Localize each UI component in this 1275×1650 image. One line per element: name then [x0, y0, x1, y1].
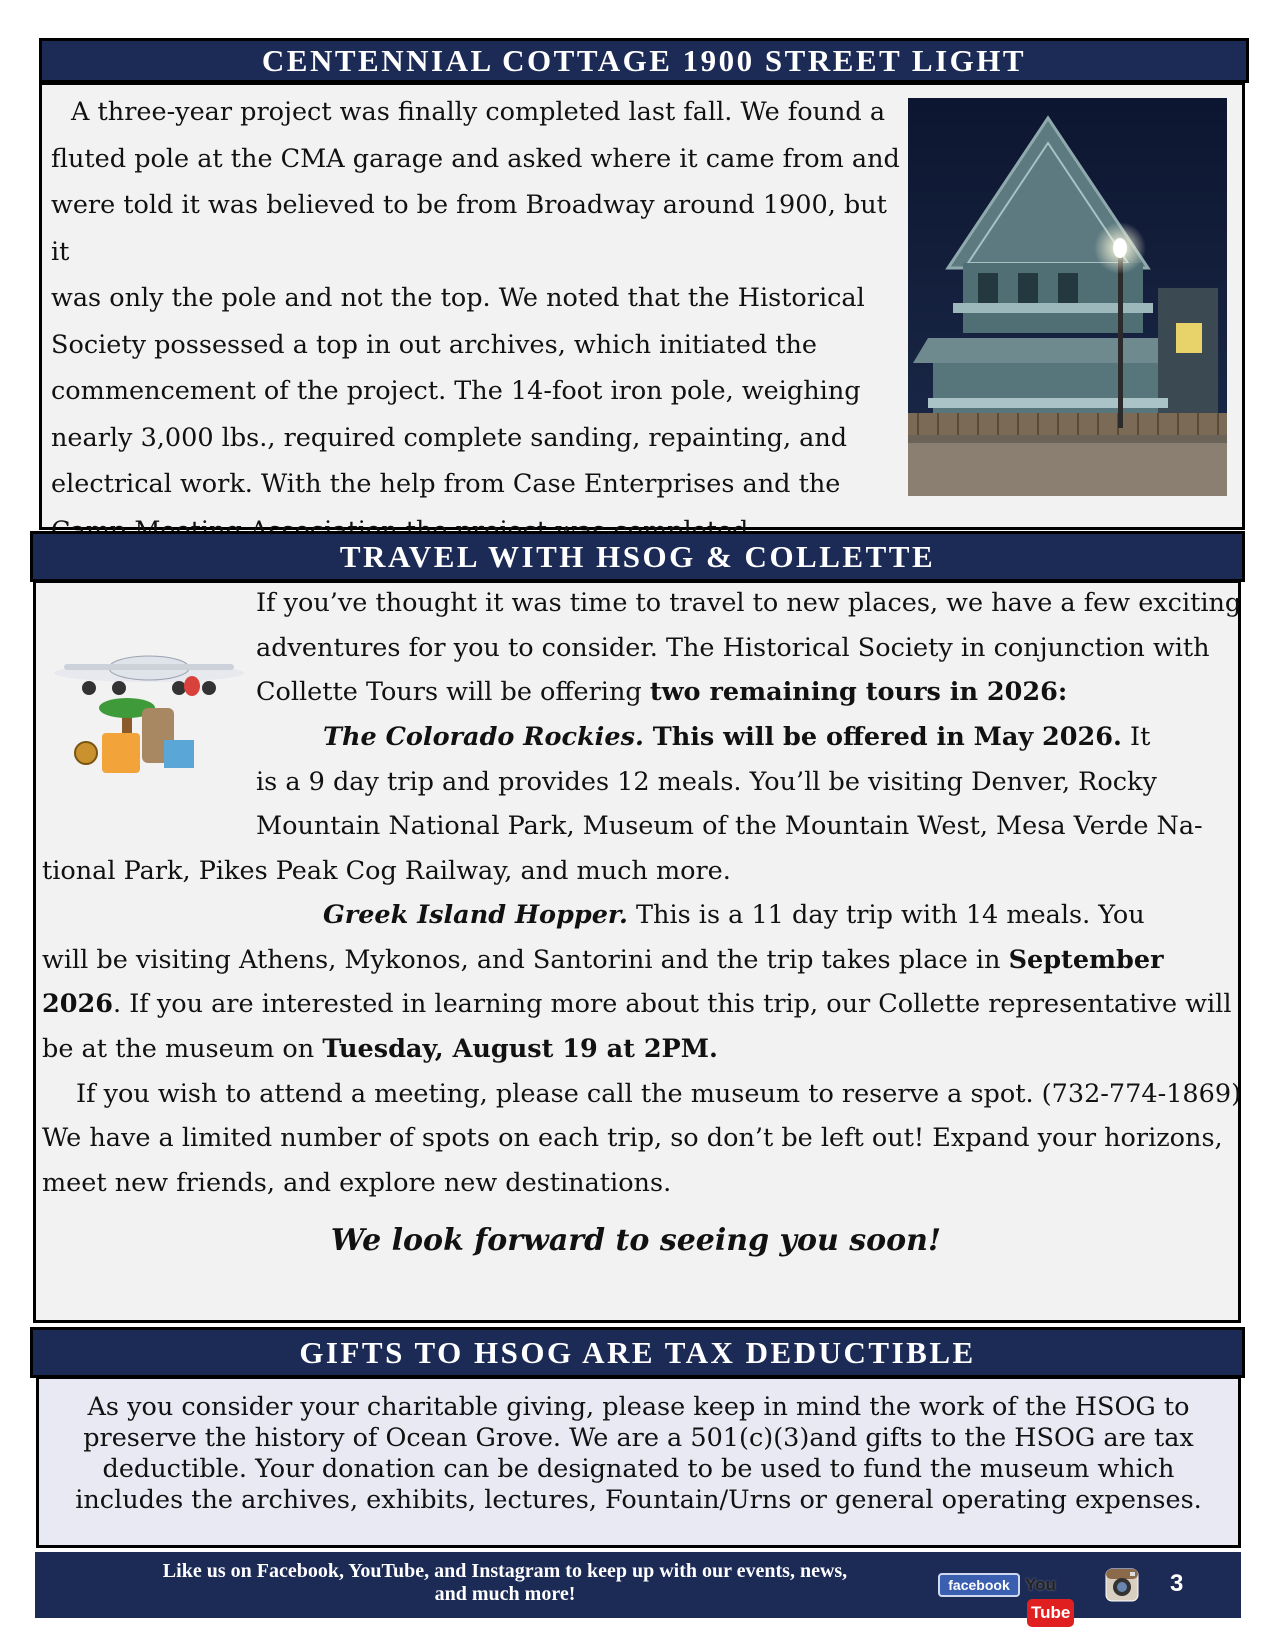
- article-line: [323, 714, 1150, 761]
- social-message-line: and much more!: [434, 1583, 576, 1605]
- street-light-article: [51, 89, 901, 554]
- tour-name-greek: Greek Island Hopper.: [323, 900, 628, 930]
- line-part: be at the museum on: [42, 1034, 323, 1064]
- street-light-panel: [39, 82, 1245, 530]
- facebook-icon[interactable]: [938, 1573, 1020, 1597]
- article-line: was only the pole and not the top. We noted that the Historical: [51, 283, 865, 313]
- article-line: A three-year project was finally completed last fall. We found a: [71, 97, 886, 127]
- instagram-icon[interactable]: [1105, 1568, 1139, 1602]
- youtube-you-label: You: [1025, 1575, 1056, 1594]
- month-highlight: September: [1008, 945, 1164, 975]
- section-header-street-light: [39, 38, 1249, 83]
- social-message-line: Like us on Facebook, YouTube, and Instagram to keep up with our events, news,: [162, 1560, 848, 1582]
- section-title: CENTENNIAL COTTAGE 1900 STREET LIGHT: [261, 42, 1027, 78]
- article-line: meet new friends, and explore new destinations.: [42, 1168, 672, 1198]
- tours-highlight: two remaining tours in 2026:: [649, 677, 1068, 707]
- article-line: [42, 981, 1231, 1028]
- facebook-label: facebook: [948, 1577, 1010, 1593]
- article-line: electrical work. With the help from Case Enterprises and the: [51, 469, 841, 499]
- article-line: fluted pole at the CMA garage and asked where it came from and: [51, 143, 900, 174]
- travel-panel: [33, 580, 1241, 1323]
- article-line: Society possessed a top in out archives, which initiated the: [51, 329, 818, 360]
- article-line: [256, 669, 1067, 716]
- article-line: We have a limited number of spots on each trip, so don’t be left out! Expand your horizons,: [42, 1123, 1223, 1153]
- gifts-line: deductible. Your donation can be designated to be used to fund the museum which: [102, 1454, 1175, 1484]
- article-line: nearly 3,000 lbs., required complete sanding, repainting, and: [51, 422, 848, 453]
- meeting-date-highlight: Tuesday, August 19 at 2PM.: [322, 1034, 718, 1064]
- year-highlight: 2026: [42, 989, 113, 1019]
- article-line: [323, 892, 1145, 939]
- cottage-photo: [908, 98, 1227, 496]
- page-number: 3: [1170, 1570, 1184, 1597]
- article-line: If you’ve thought it was time to travel to new places, we have a few exciting: [256, 588, 1242, 618]
- article-line: [42, 937, 1164, 984]
- gifts-panel: [36, 1376, 1241, 1548]
- line-part: It: [1121, 722, 1151, 752]
- article-line: tional Park, Pikes Peak Cog Railway, and much more.: [42, 856, 731, 886]
- youtube-icon[interactable]: [1025, 1571, 1095, 1622]
- gifts-line: As you consider your charitable giving, please keep in mind the work of the HSOG to: [87, 1392, 1190, 1422]
- tour-name-colorado: The Colorado Rockies.: [323, 722, 644, 752]
- article-line: adventures for you to consider. The Historical Society in conjunction with: [256, 633, 1210, 663]
- section-header-travel: [30, 531, 1245, 582]
- article-line: is a 9 day trip and provides 12 meals. You’ll be visiting Denver, Rocky: [256, 767, 1157, 797]
- line-part: will be visiting Athens, Mykonos, and Santorini and the trip takes place in: [42, 945, 1009, 975]
- social-message: [75, 1560, 935, 1606]
- article-line: Mountain National Park, Museum of the Mountain West, Mesa Verde Na-: [256, 811, 1203, 841]
- section-header-gifts: [30, 1327, 1245, 1378]
- article-line: [42, 1026, 718, 1073]
- article-line: commencement of the project. The 14-foot iron pole, weighing: [51, 376, 861, 406]
- section-title: TRAVEL WITH HSOG & COLLETTE: [339, 538, 936, 574]
- gifts-line: preserve the history of Ocean Grove. We are a 501(c)(3)and gifts to the HSOG are tax: [83, 1423, 1194, 1453]
- travel-clipart-icon: [44, 628, 254, 788]
- tour-date-highlight: This will be offered in May 2026.: [643, 722, 1122, 752]
- footer-bar: [35, 1552, 1241, 1622]
- section-title: GIFTS TO HSOG ARE TAX DEDUCTIBLE: [299, 1334, 976, 1370]
- youtube-tube-label: Tube: [1027, 1599, 1074, 1627]
- closing-line: We look forward to seeing you soon!: [330, 1223, 942, 1258]
- article-line: If you wish to attend a meeting, please call the museum to reserve a spot. (732-774-1869): [76, 1079, 1242, 1109]
- line-part: Collette Tours will be offering: [256, 677, 650, 707]
- article-line: were told it was believed to be from Broadway around 1900, but it: [51, 190, 887, 267]
- gifts-line: includes the archives, exhibits, lectures, Fountain/Urns or general operating expenses.: [75, 1485, 1202, 1515]
- line-part: . If you are interested in learning more about this trip, our Collette representative will: [112, 989, 1232, 1019]
- line-part: This is a 11 day trip with 14 meals. You: [627, 900, 1145, 930]
